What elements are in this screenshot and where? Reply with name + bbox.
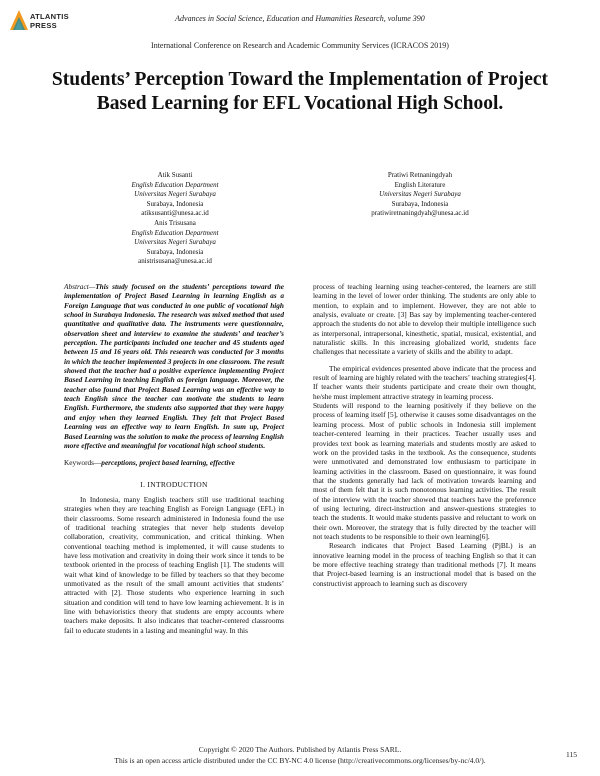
left-column xyxy=(64,282,284,635)
author-location: Surabaya, Indonesia xyxy=(146,199,204,208)
body-paragraph-1: process of teaching learning using teacher-centered, the learners are still learning in the level of lower order thinking. The students are only able to mention, to explain and to implement. However, they are not able to analysis, evaluate or create. [3] Bas say by implementing teacher-centered approach the students do not able to develop their multiple intelligence such as interpersonal, intrapersonal, kinesthetic, spatial, musical, existential, and naturalistic skills. In this increasing globalized world, students face challenges that necessitate a variety of skills and the ability to adapt. xyxy=(313,282,536,357)
conference-header: International Conference on Research and Academic Community Services (ICRACOS 2019) xyxy=(151,41,449,50)
paper-title: Students’ Perception Toward the Implementation of Project Based Learning for EFL Vocational High School. xyxy=(51,69,549,114)
author-university: Universitas Negeri Surabaya xyxy=(134,190,216,198)
right-column xyxy=(313,282,536,588)
logo-line-2: PRESS xyxy=(30,21,57,30)
intro-paragraph-1: In Indonesia, many English teachers still use traditional teaching strategies when they are teaching English as Foreign Language (EFL) in their classrooms. Some research administered in Indonesia found the use of traditional teaching strategies that never help students develop collaboration, creativity, communication, and critical thinking. When conventional teaching method is implemented, it will cause students to have less motivation and creativity in doing their work since it tends to be textbook oriented in the process of teaching English [1]. The students will wait what kind of knowledge to be filled by teachers so that they become unmotivated as the result of the small amount activities that students’ attracted with [2]. Those students who experience learning in such situation and condition will tend to have low learning achievement. It is in line with behavioristics theory that students are empty accounts where teachers make deposits. It also indicates that teacher-centered classrooms fail to educate students in a lasting and meaningful way. In this xyxy=(64,494,284,635)
author-name: Anis Trisusana xyxy=(154,219,196,227)
keywords xyxy=(64,458,284,467)
author-university: Universitas Negeri Surabaya xyxy=(134,238,216,246)
abstract-lead: Abstract— xyxy=(64,282,96,291)
author-email[interactable]: atiksusanti@unesa.ac.id xyxy=(141,209,209,217)
author-block-2 xyxy=(320,171,520,219)
body-paragraph-2: The empirical evidences presented above indicate that the process and result of learning are highly related with the teachers’ teaching strategies[4]. If teacher wants their students participate and create their own thought, he/she must implement attractive strategy in learning process. xyxy=(313,363,536,401)
author-department: English Literature xyxy=(394,180,446,189)
keywords-lead: Keywords— xyxy=(64,458,102,468)
abstract-text: This study focused on the students’ perceptions toward the implementation of Project Based Learning in learning English as a Foreign Language that was conducted in one public of vocational high school in Surabaya Indonesia. The research was mixed method that used quantitative and qualitative data. The instruments were questionnaire, observation sheet and interview to examine the students’ and teacher’s perception. The participants included one teacher and 45 students aged between 15 and 16 years old. This research was conducted for 3 months in which the teacher implemented 3 projects in one classroom. The result showed that the teacher had a positive experience implementing Project Based Learning in teaching English as foreign language. Moreover, the teacher also found that Project Based Learning was an effective way to teach English since the teacher can motivate the students to learn English. Furthermore, the students also supported that they were happy and enjoy when they learned English. They felt that Project Based Learning was an effective way to learn English. In sum up, Project Based Learning was the solution to make the process of learning English more effective and meaningful for vocational high school students. xyxy=(64,282,284,450)
body-paragraph-4: Research indicates that Project Based Learning (PjBL) is an innovative learning model in the process of teaching English so that it can be more effective teaching strategy than traditional methods [7]. It means that Project-based learning is an instructional model that is based on the constructivist approach to learning such as discovery xyxy=(313,541,536,588)
series-header: Advances in Social Science, Education and Humanities Research, volume 390 xyxy=(175,14,425,23)
keywords-text: perceptions, project based learning, effective xyxy=(101,458,235,468)
author-block-1 xyxy=(85,171,265,219)
footer-license[interactable]: This is an open access article distributed under the CC BY-NC 4.0 license (http://creativecommons.org/licenses/by-nc/4.0/). xyxy=(114,756,486,765)
author-location: Surabaya, Indonesia xyxy=(146,247,204,256)
body-paragraph-3: Students will respond to the learning positively if they believe on the process of learning itself [5], otherwise it causes some disadvantages on the learning process. Most of public schools in Indonesia still implement teacher-centered learning in their practices. Teacher usually uses and provides text book as learning materials and students mostly are asked to work on the provided tasks in the textbook. As the consequence, students were unmotivated and demonstrated low enthusiasm to participate in learning activities in the classroom. Based on questionnaire, it was found that the students generally had lack of motivation towards learning and most of them felt that it is such monotonous learning activities. The result of the interview with the teacher showed that teachers have the preference of using lecturing, direct-instruction and answer-questions strategies to teach the students. It would make students passive and reluctant to work on their own. Moreover, the strategy that is fully directed by the teacher will not teach students to be responsible to their own learning[6]. xyxy=(313,401,536,541)
author-university: Universitas Negeri Surabaya xyxy=(379,190,461,198)
author-department: English Education Department xyxy=(131,228,219,237)
author-department: English Education Department xyxy=(131,180,219,189)
logo-line-1: ATLANTIS xyxy=(30,12,69,21)
author-block-3 xyxy=(85,219,265,267)
author-location: Surabaya, Indonesia xyxy=(391,199,449,208)
author-email[interactable]: anistrisusana@unesa.ac.id xyxy=(138,257,212,265)
section-heading-introduction: I. INTRODUCTION xyxy=(140,479,208,489)
author-email[interactable]: pratiwiretnaningdyah@unesa.ac.id xyxy=(371,209,469,217)
author-name: Atik Susanti xyxy=(157,171,193,179)
footer-copyright: Copyright © 2020 The Authors. Published by Atlantis Press SARL. xyxy=(198,745,402,754)
page-number: 115 xyxy=(566,750,577,759)
author-name: Pratiwi Retnaningdyah xyxy=(387,171,453,179)
abstract xyxy=(64,282,284,450)
